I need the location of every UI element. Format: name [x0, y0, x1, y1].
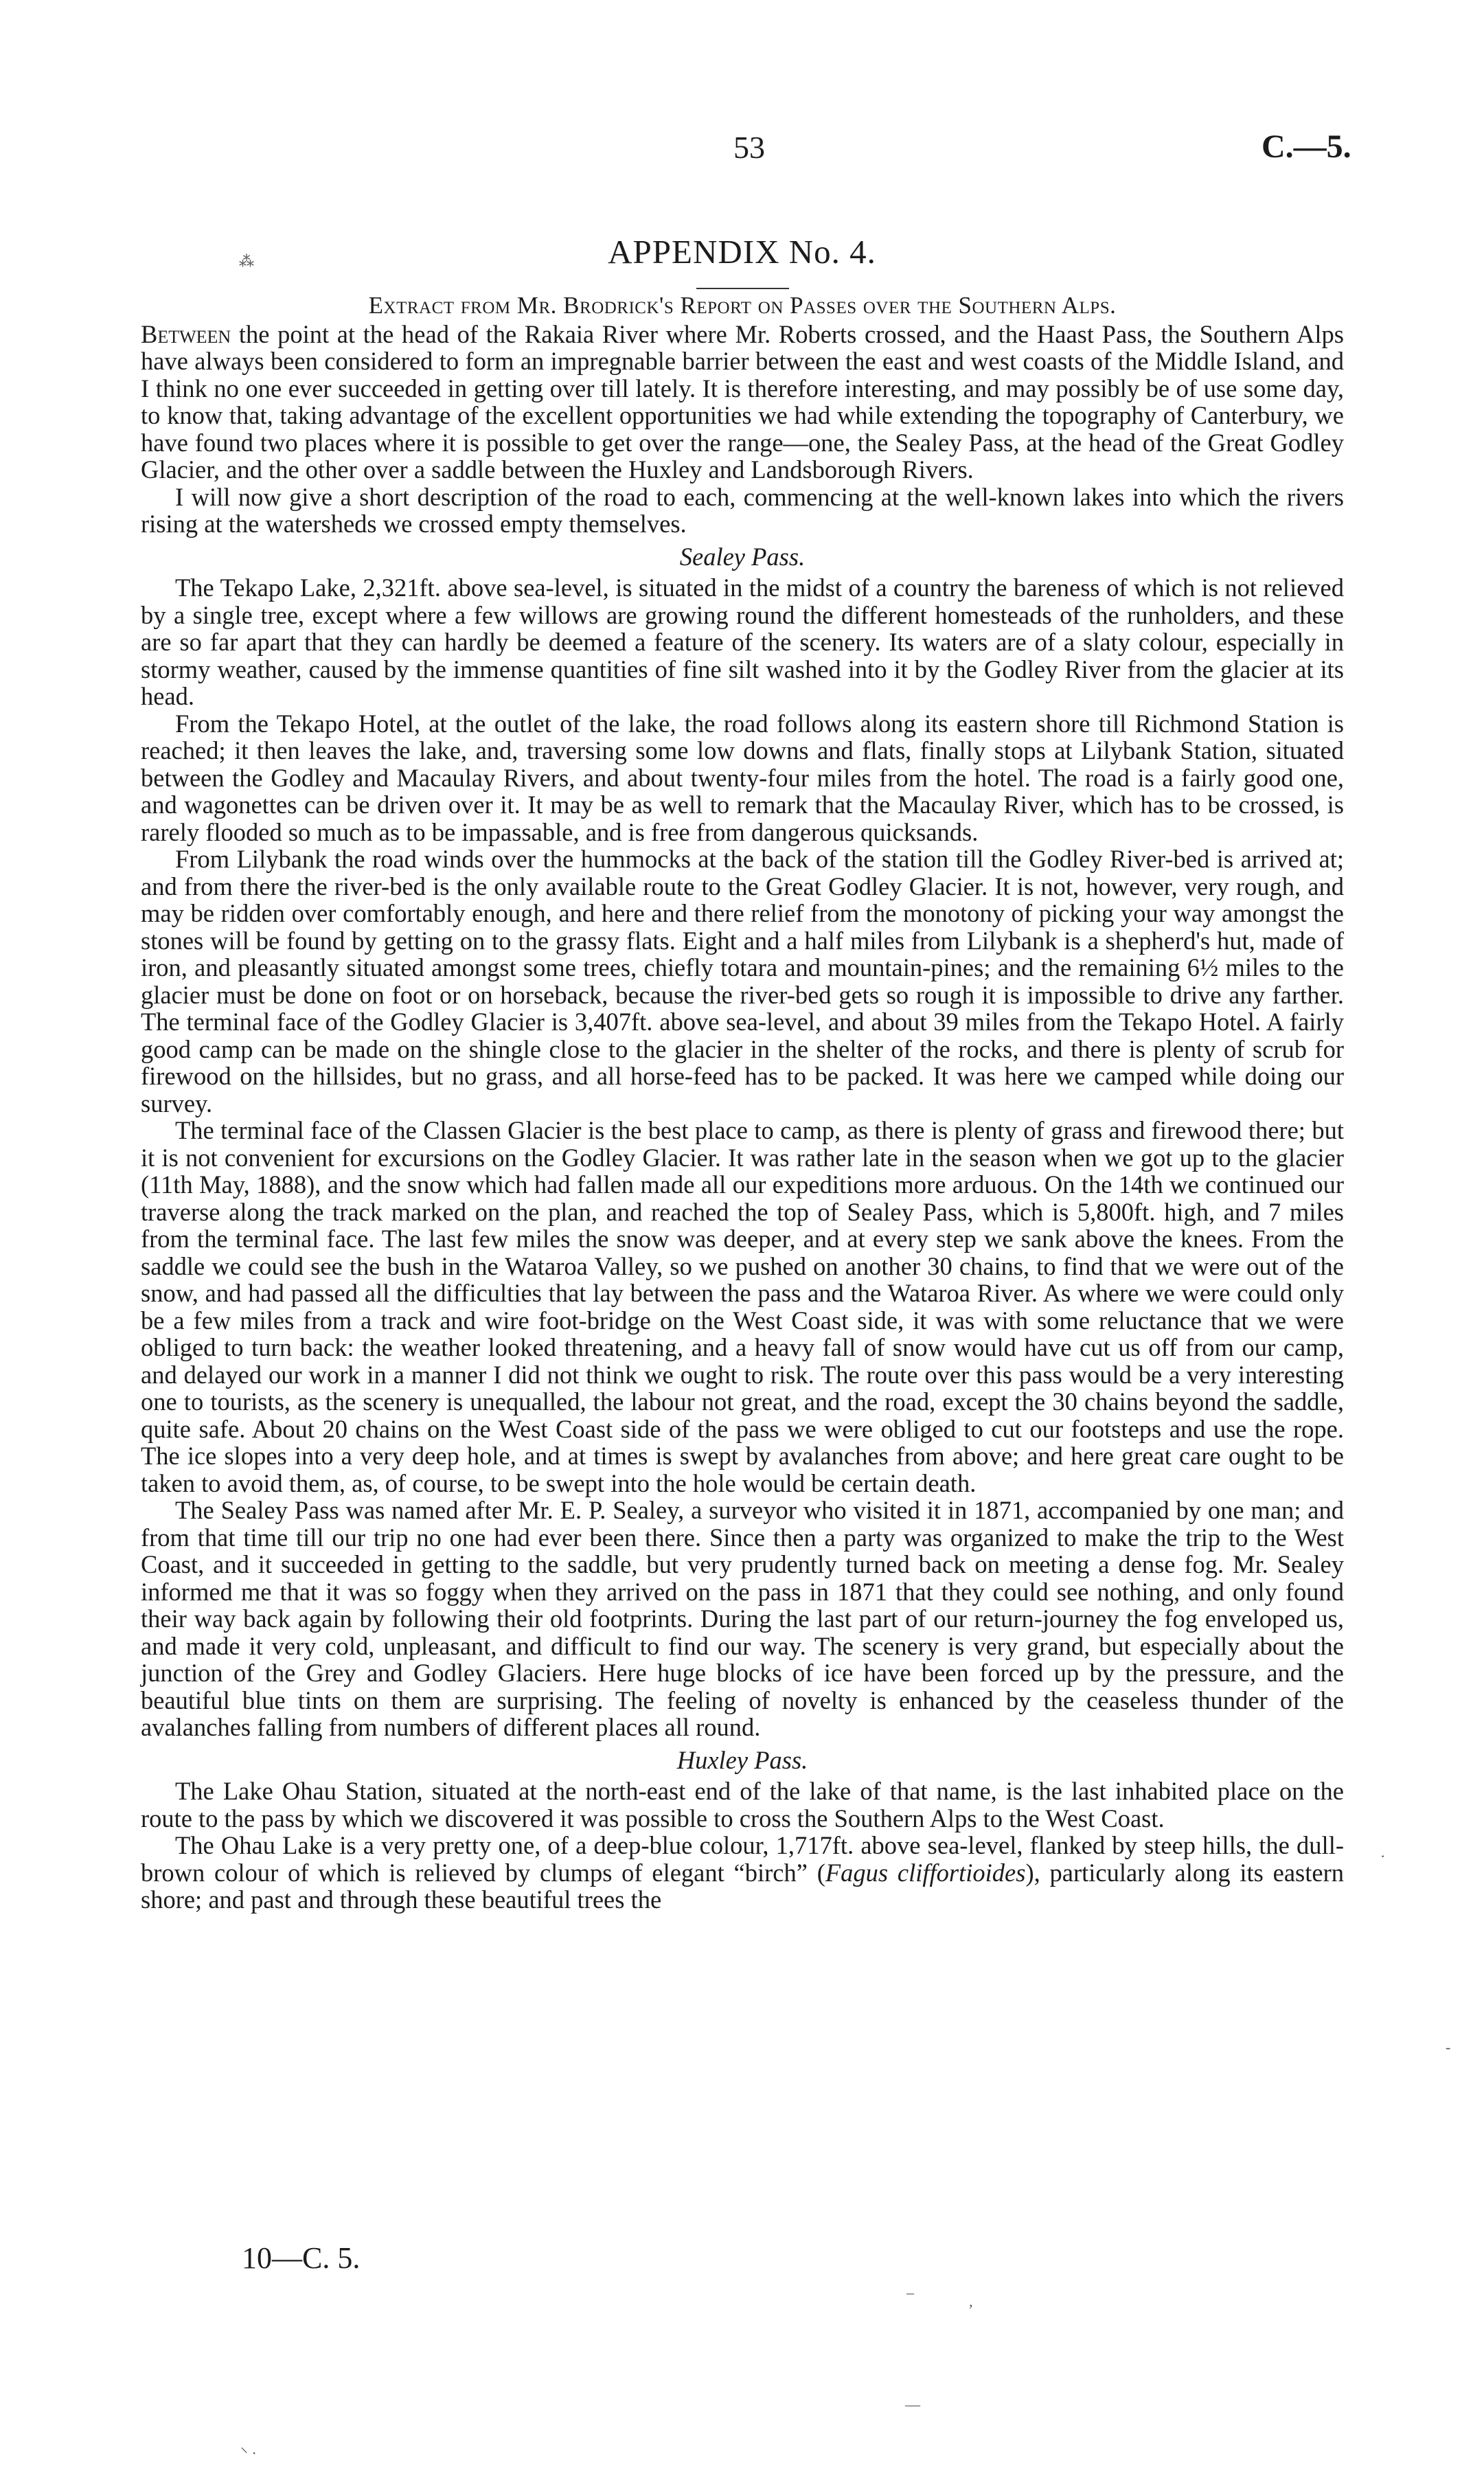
huxley-paragraph-1: The Lake Ohau Station, situated at the north-east end of the lake of that name, is the last inhabited place on the route to the pass by which we discovered it was possible to cross the Southern Alps to the West Coast.: [141, 1777, 1344, 1832]
huxley-paragraph-2-text: The Ohau Lake is a very pretty one, of a deep-blue colour, 1,717ft. above sea-level, flanked by steep hills, the dull-brown colour of which is relieved by clumps of elegant “birch” (: [141, 1831, 1344, 1887]
appendix-title: APPENDIX No. 4.: [608, 233, 876, 271]
sealey-pass-heading: Sealey Pass.: [679, 542, 806, 571]
stray-mark: ⸌ ·: [240, 2444, 257, 2462]
sealey-paragraph-2: From the Tekapo Hotel, at the outlet of the lake, the road follows along its eastern shore till Richmond Station is reached; it then leaves the lake, and, traversing some low downs and flats, finally stops at Lilybank Station, situated between the Godley and Macaulay Rivers, and about twenty-four miles from the hotel. The road is a fairly good one, and wagonettes can be driven over it. It may be as well to remark that the Macaulay River, which has to be crossed, is rarely flooded so much as to be impassable, and is free from dangerous quicksands.: [141, 709, 1344, 846]
stray-mark: —: [905, 2396, 920, 2413]
sealey-paragraph-3: From Lilybank the road winds over the hummocks at the back of the station till the Godley River-bed is arrived at; and from there the river-bed is the only available route to the Great Godley Glacier. It is not, however, very rough, and may be ridden over comfortably enough, and here and there relief from the monotony of picking your way amongst the stones will be found by getting on to the grassy flats. Eight and a half miles from Lilybank is a shepherd's hut, made of iron, and pleasantly situated amongst some trees, chiefly totara and mountain-pines; and the remaining 6½ miles to the glacier must be done on foot or on horseback, because the river-bed gets so rough it is impossible to drive any farther. The terminal face of the Godley Glacier is 3,407ft. above sea-level, and about 39 miles from the Tekapo Hotel. A fairly good camp can be made on the shingle close to the glacier in the shelter of the rocks, and there is plenty of scrub for firewood on the hillsides, but no grass, and all horse-feed has to be packed. It was here we camped while doing our survey.: [141, 845, 1344, 1117]
huxley-pass-heading: Huxley Pass.: [676, 1745, 808, 1774]
intro-paragraph-1: [141, 321, 1344, 484]
intro-paragraph-2: I will now give a short description of the road to each, commencing at the well-known lakes into which the rivers rising at the watersheds we crossed empty themselves.: [141, 482, 1344, 538]
stray-mark: ‚: [968, 2293, 974, 2310]
stray-mark: -: [1446, 2039, 1451, 2056]
sealey-paragraph-5: The Sealey Pass was named after Mr. E. P. Sealey, a surveyor who visited it in 1871, accompanied by one man; and from that time till our trip no one had ever been there. Since then a party was organized to make the trip to the West Coast, and it succeeded in getting to the saddle, but very prudently turned back on meeting a dense fog. Mr. Sealey informed me that it was so foggy when they arrived on the pass in 1871 that they could see nothing, and only found their way back again by following their old footprints. During the last part of our return-journey the fog enveloped us, and made it very cold, unpleasant, and difficult to find our way. The scenery is very grand, but especially about the junction of the Grey and Godley Glaciers. Here huge blocks of ice have been forced up by the pressure, and the beautiful blue tints on them are surprising. The feeling of novelty is enhanced by the ceaseless thunder of the avalanches falling from numbers of different places all round.: [141, 1496, 1344, 1741]
footer-signature: 10—C. 5.: [242, 2241, 361, 2275]
intro-paragraph-1-text: the point at the head of the Rakaia River where Mr. Roberts crossed, and the Haast Pass, the Southern Alps have always been considered to form an impregnable barrier between the east and west coasts of the Middle Island, and I think no one ever succeeded in getting over till lately. It is therefore interesting, and may possibly be of use some day, to know that, taking advantage of the excellent opportunities we had while extending the topography of Canterbury, we have found two places where it is possible to get over the range—one, the Sealey Pass, at the head of the Great Godley Glacier, and the other over a saddle between the Huxley and Landsborough Rivers.: [141, 319, 1344, 484]
huxley-paragraph-2-continued: ), particularly along its eastern shore; and past and through these beautiful trees the: [141, 1858, 1344, 1914]
document-code: C.—5.: [1262, 128, 1351, 165]
sealey-paragraph-4: The terminal face of the Classen Glacier is the best place to camp, as there is plenty of grass and firewood there; but it is not convenient for excursions on the Godley Glacier. It was rather late in the season when we got up to the glacier (11th May, 1888), and the snow which had fallen made all our expeditions more arduous. On the 14th we continued our traverse along the track marked on the plan, and reached the top of Sealey Pass, which is 5,800ft. high, and 7 miles from the terminal face. The last few miles the snow was deeper, and at every step we sank above the knees. From the saddle we could see the bush in the Wataroa Valley, so we pushed on another 30 chains, to find that we were out of the snow, and had passed all the difficulties that lay between the pass and the Wataroa River. As where we were could only be a few miles from a track and wire foot-bridge on the West Coast side, it was with some reluctance that we were obliged to turn back: the weather looked threatening, and a heavy fall of snow would have cut us off from our camp, and delayed our work in a manner I did not think we ought to risk. The route over this pass would be a very interesting one to tourists, as the scenery is unequalled, the labour not great, and the road, except the 30 chains beyond the saddle, quite safe. About 20 chains on the West Coast side of the pass we were obliged to cut our footsteps and use the rope. The ice slopes into a very deep hole, and at times is swept by avalanches from above; and here great care ought to be taken to avoid them, as, of course, to be swept into the hole would be certain death.: [141, 1116, 1344, 1497]
stray-mark: –: [906, 2284, 914, 2301]
sealey-paragraph-1: The Tekapo Lake, 2,321ft. above sea-level, is situated in the midst of a country the bareness of which is not relieved by a single tree, except where a few willows are growing round the different homesteads of the runholders, and these are so far apart that they can hardly be deemed a feature of the scenery. Its waters are of a slaty colour, especially in stormy weather, caused by the immense quantities of fine silt washed into it by the Godley River from the glacier at its head.: [141, 574, 1344, 710]
title-rule: [696, 288, 789, 289]
stray-mark: ·: [1380, 1848, 1386, 1865]
lead-word: Between: [141, 319, 231, 348]
huxley-paragraph-2: [141, 1832, 1344, 1914]
stray-mark: ⁂: [239, 253, 254, 270]
main-text: [141, 292, 1344, 1914]
extract-subheading: Extract from Mr. Brodrick's Report on Passes over the Southern Alps.: [368, 292, 1117, 319]
botanical-name: Fagus cliffortioides: [825, 1858, 1026, 1887]
page-number: 53: [733, 130, 765, 165]
